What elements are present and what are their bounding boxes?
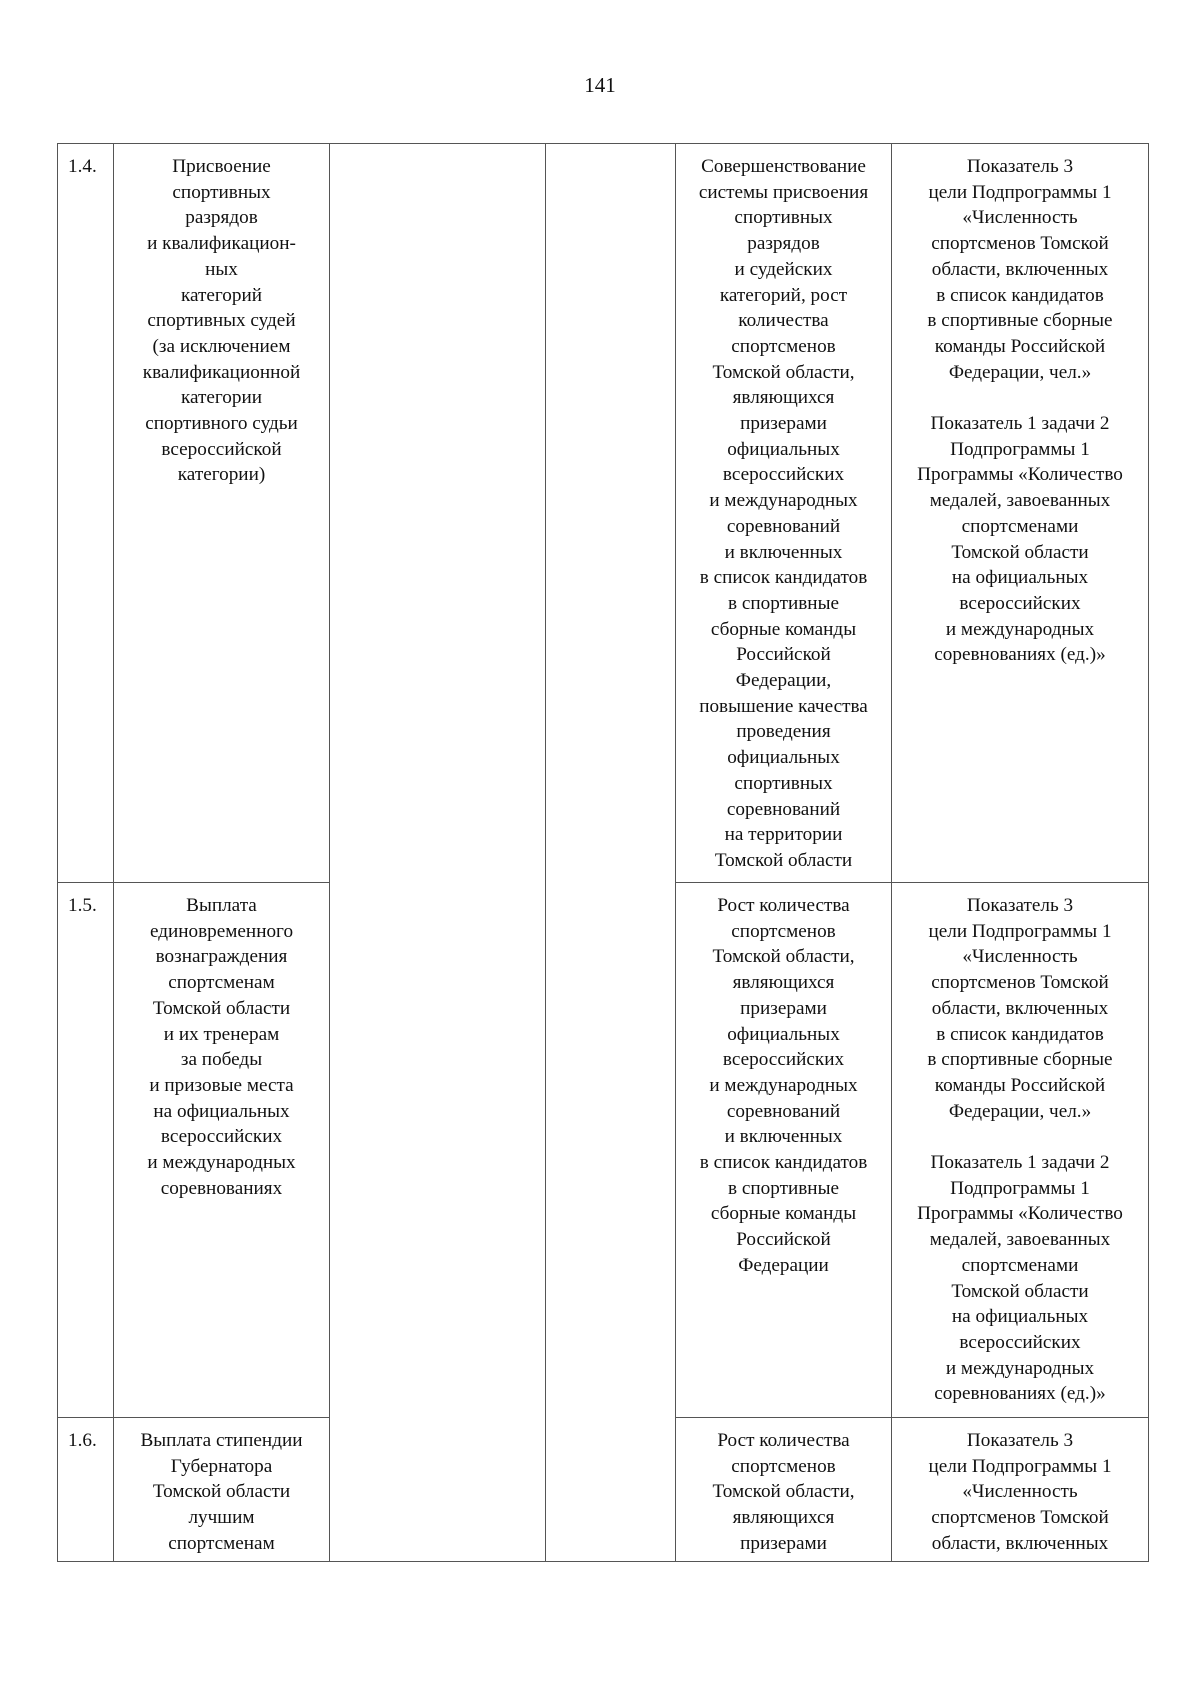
- text-line: спортивных судей: [147, 310, 296, 332]
- text-line: медалей, завоеванных: [929, 1229, 1111, 1251]
- text-line: в спортивные: [728, 1177, 839, 1199]
- text-line: официальных: [727, 747, 840, 769]
- indicator-cell: [892, 144, 1149, 883]
- text-line: Показатель 1 задачи 2: [930, 413, 1110, 435]
- text-line: «Численность: [962, 207, 1078, 229]
- text-line: вознаграждения: [155, 946, 288, 968]
- text-line: за победы: [180, 1049, 263, 1071]
- text-line: цели Подпрограммы 1: [928, 181, 1112, 203]
- text-line: и судейских: [734, 258, 833, 280]
- text-line: Федерации, чел.»: [948, 1100, 1092, 1122]
- result-cell: [676, 1418, 892, 1562]
- text-line: Томской области,: [712, 946, 855, 968]
- text-line: на территории: [724, 824, 843, 846]
- text-line: и призовые места: [149, 1074, 294, 1096]
- text-line: количества: [738, 310, 829, 332]
- empty-merged-cell: [546, 144, 676, 1562]
- text-line: всероссийских: [160, 1126, 283, 1148]
- event-cell: [114, 1418, 330, 1562]
- text-line: спортсменам: [168, 972, 275, 994]
- text-line: сборные команды: [710, 1203, 857, 1225]
- text-line: Программы «Количество: [917, 1203, 1123, 1225]
- text-line: области, включенных: [931, 997, 1109, 1019]
- text-line: спортсменов: [731, 1455, 836, 1477]
- text-line: спортсменами: [961, 1254, 1079, 1276]
- text-line: категорий, рост: [719, 284, 848, 306]
- text-line: сборные команды: [710, 618, 857, 640]
- text-line: призерами: [740, 1532, 827, 1554]
- indicator-block: [896, 1150, 1144, 1407]
- text-line: в список кандидатов: [699, 567, 868, 589]
- text-line: в спортивные сборные: [927, 310, 1113, 332]
- text-line: официальных: [727, 1023, 840, 1045]
- event-cell: [114, 144, 330, 883]
- text-line: соревнований: [726, 1100, 841, 1122]
- text-line: всероссийских: [959, 1331, 1081, 1353]
- text-line: в список кандидатов: [936, 1023, 1104, 1045]
- text-line: разрядов: [747, 233, 820, 255]
- text-line: спортсменов Томской: [931, 972, 1109, 994]
- text-line: Томской области: [152, 1481, 291, 1503]
- text-line: являющихся: [732, 972, 835, 994]
- text-line: соревнований: [726, 798, 841, 820]
- text-line: Федерации,: [735, 670, 832, 692]
- page-number: 141: [584, 73, 616, 97]
- text-line: спортсменов: [731, 335, 836, 357]
- table-row: [58, 144, 1149, 883]
- indicator-block: [896, 154, 1144, 385]
- text-line: соревнований: [726, 515, 841, 537]
- text-line: и международных: [147, 1152, 296, 1174]
- text-line: Показатель 3: [966, 156, 1074, 177]
- text-line: на официальных: [951, 1306, 1089, 1328]
- text-line: Томской области: [714, 849, 853, 871]
- text-line: всероссийских: [722, 1049, 845, 1071]
- text-line: в спортивные: [728, 592, 839, 614]
- text-line: команды Российской: [934, 1074, 1106, 1096]
- row-number: 1.4.: [58, 144, 114, 883]
- row-number: 1.6.: [58, 1418, 114, 1562]
- result-cell: [676, 144, 892, 883]
- indicator-block: [896, 1428, 1144, 1557]
- text-line: команды Российской: [934, 335, 1106, 357]
- text-line: медалей, завоеванных: [929, 490, 1111, 512]
- program-table: [57, 143, 1149, 1562]
- text-line: системы присвоения: [698, 181, 869, 203]
- text-line: спортсменов Томской: [931, 1507, 1109, 1529]
- text-line: «Численность: [962, 1481, 1078, 1503]
- text-line: и международных: [709, 490, 858, 512]
- text-line: Показатель 3: [966, 895, 1074, 916]
- text-line: в список кандидатов: [936, 284, 1104, 306]
- empty-merged-cell: [330, 144, 546, 1562]
- text-line: Губернатора: [170, 1455, 273, 1477]
- text-line: спортсменами: [961, 515, 1079, 537]
- text-line: Российской: [736, 1229, 831, 1251]
- text-line: спортивных: [734, 772, 833, 794]
- text-line: Томской области,: [712, 1481, 855, 1503]
- text-line: спортивных: [172, 181, 271, 203]
- text-line: области, включенных: [931, 258, 1109, 280]
- text-line: призерами: [740, 413, 827, 435]
- text-line: категории): [177, 464, 266, 486]
- event-cell: [114, 883, 330, 1418]
- text-line: Федерации: [738, 1254, 829, 1276]
- text-line: на официальных: [951, 567, 1089, 589]
- text-line: Томской области: [951, 541, 1089, 563]
- text-line: «Численность: [962, 946, 1078, 968]
- text-line: Томской области: [951, 1280, 1089, 1302]
- text-line: Российской: [736, 644, 831, 666]
- text-line: лучшим: [188, 1507, 255, 1529]
- text-line: Рост количества: [717, 1430, 850, 1451]
- text-line: Томской области,: [712, 361, 855, 383]
- text-line: цели Подпрограммы 1: [928, 1455, 1112, 1477]
- text-line: Показатель 3: [966, 1430, 1074, 1451]
- text-line: Присвоение: [172, 156, 271, 177]
- text-line: спортивных: [734, 207, 833, 229]
- text-line: области, включенных: [931, 1532, 1109, 1554]
- text-line: в список кандидатов: [699, 1152, 868, 1174]
- text-line: Подпрограммы 1: [950, 1177, 1090, 1199]
- text-line: единовременного: [149, 920, 294, 942]
- text-line: ных: [205, 258, 238, 280]
- text-line: и международных: [709, 1074, 858, 1096]
- text-line: Показатель 1 задачи 2: [930, 1152, 1110, 1174]
- text-line: всероссийских: [722, 464, 845, 486]
- text-line: Федерации, чел.»: [948, 361, 1092, 383]
- text-line: спортивного судьи: [145, 413, 298, 435]
- text-line: соревнованиях (ед.)»: [934, 644, 1106, 666]
- text-line: всероссийской: [161, 438, 282, 460]
- text-line: спортсменов: [731, 920, 836, 942]
- text-line: проведения: [736, 721, 831, 743]
- text-line: разрядов: [185, 207, 258, 229]
- text-line: цели Подпрограммы 1: [928, 920, 1112, 942]
- text-line: Совершенствование: [701, 156, 866, 177]
- text-line: соревнованиях: [160, 1177, 283, 1199]
- text-line: и их тренерам: [163, 1023, 280, 1045]
- text-line: призерами: [740, 997, 827, 1019]
- text-line: и включенных: [724, 541, 843, 563]
- text-line: являющихся: [732, 387, 835, 409]
- text-line: Подпрограммы 1: [950, 438, 1090, 460]
- indicator-block: [896, 893, 1144, 1124]
- text-line: на официальных: [153, 1100, 290, 1122]
- text-line: всероссийских: [959, 592, 1081, 614]
- text-line: и международных: [945, 1357, 1095, 1379]
- row-number: 1.5.: [58, 883, 114, 1418]
- text-line: (за исключением: [152, 335, 291, 357]
- text-line: повышение качества: [699, 695, 868, 717]
- text-line: Выплата: [186, 895, 257, 916]
- text-line: официальных: [727, 438, 840, 460]
- text-line: соревнованиях (ед.)»: [934, 1383, 1106, 1405]
- text-line: квалификационной: [142, 361, 301, 383]
- indicator-cell: [892, 883, 1149, 1418]
- text-line: спортсменам: [168, 1532, 275, 1554]
- text-line: Программы «Количество: [917, 464, 1123, 486]
- result-cell: [676, 883, 892, 1418]
- indicator-block: [896, 411, 1144, 668]
- text-line: и международных: [945, 618, 1095, 640]
- text-line: Томской области: [152, 997, 291, 1019]
- text-line: Выплата стипендии: [140, 1430, 303, 1451]
- text-line: спортсменов Томской: [931, 233, 1109, 255]
- text-line: и квалификацион-: [147, 233, 296, 255]
- text-line: и включенных: [724, 1126, 843, 1148]
- text-line: в спортивные сборные: [927, 1049, 1113, 1071]
- indicator-cell: [892, 1418, 1149, 1562]
- text-line: категорий: [180, 284, 263, 306]
- text-line: категории: [180, 387, 263, 409]
- text-line: Рост количества: [717, 895, 850, 916]
- text-line: являющихся: [732, 1507, 835, 1529]
